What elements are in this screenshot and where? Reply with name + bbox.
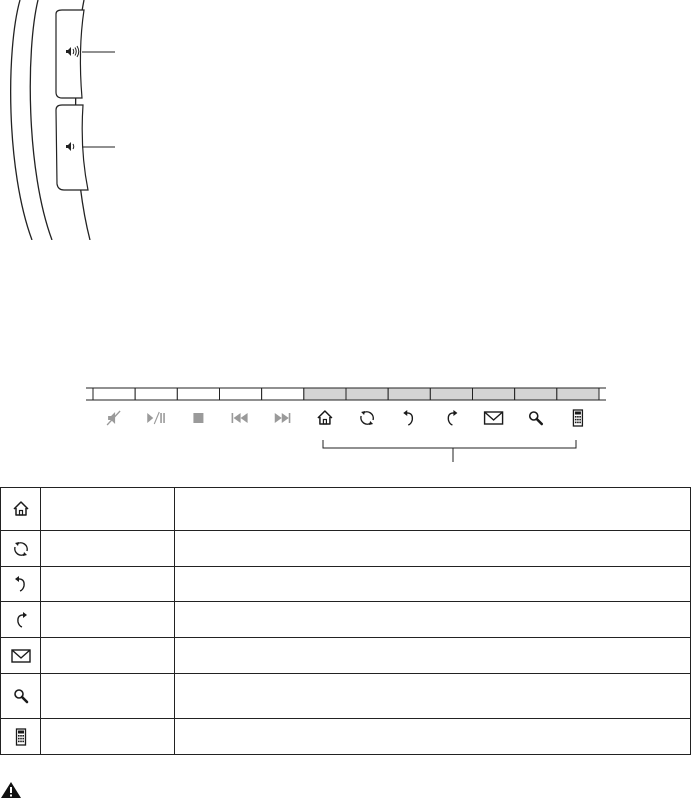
table-description-cell: [175, 674, 691, 719]
warning-icon: [0, 781, 22, 799]
function-key-mute[interactable]: [93, 388, 135, 400]
table-icon-cell: [1, 674, 41, 719]
table-icon-cell: [1, 719, 41, 755]
function-key-mail[interactable]: [473, 388, 515, 400]
back-icon: [10, 574, 32, 594]
function-key-play-pause[interactable]: [135, 388, 177, 400]
refresh-icon: [361, 411, 373, 425]
stop-icon: [193, 413, 203, 423]
table-description-cell: [175, 638, 691, 674]
table-row: [1, 567, 691, 602]
search-icon: [10, 686, 32, 706]
function-key-calculator[interactable]: [557, 388, 599, 400]
mute-icon: [107, 411, 120, 425]
function-key-next-track[interactable]: [262, 388, 304, 400]
table-description-cell: [175, 719, 691, 755]
search-icon: [530, 412, 542, 424]
table-icon-cell: [1, 602, 41, 638]
legend-table: [0, 487, 691, 755]
function-key-stop[interactable]: [177, 388, 219, 400]
function-key-forward[interactable]: [430, 388, 472, 400]
table-row: [1, 531, 691, 567]
bracket-callout: [323, 440, 576, 462]
table-row: [1, 638, 691, 674]
table-name-cell: [41, 719, 175, 755]
table-icon-cell: [1, 638, 41, 674]
function-key-back[interactable]: [388, 388, 430, 400]
mail-icon: [10, 646, 32, 666]
table-name-cell: [41, 567, 175, 602]
calculator-icon: [573, 410, 582, 426]
table-name-cell: [41, 674, 175, 719]
keyboard-edge-illustration: [0, 0, 140, 240]
home-icon: [318, 411, 332, 424]
next-track-icon: [275, 413, 291, 423]
table-name-cell: [41, 488, 175, 531]
function-key-search[interactable]: [515, 388, 557, 400]
previous-track-icon: [232, 413, 248, 423]
table-description-cell: [175, 488, 691, 531]
table-row: [1, 674, 691, 719]
table-description-cell: [175, 531, 691, 567]
forward-icon: [448, 410, 457, 425]
table-row: [1, 602, 691, 638]
function-key-home[interactable]: [304, 388, 346, 400]
table-icon-cell: [1, 488, 41, 531]
table-row: [1, 719, 691, 755]
mail-icon: [485, 412, 503, 424]
function-key-strip: [86, 386, 606, 466]
table-name-cell: [41, 531, 175, 567]
refresh-icon: [10, 539, 32, 559]
home-icon: [10, 499, 32, 519]
table-description-cell: [175, 602, 691, 638]
table-name-cell: [41, 638, 175, 674]
table-name-cell: [41, 602, 175, 638]
table-icon-cell: [1, 567, 41, 602]
calculator-icon: [10, 727, 32, 747]
table-row: [1, 488, 691, 531]
table-description-cell: [175, 567, 691, 602]
table-icon-cell: [1, 531, 41, 567]
function-key-refresh[interactable]: [346, 388, 388, 400]
forward-icon: [10, 610, 32, 630]
back-icon: [403, 410, 412, 425]
play-pause-icon: [147, 412, 165, 424]
function-key-previous-track[interactable]: [220, 388, 262, 400]
